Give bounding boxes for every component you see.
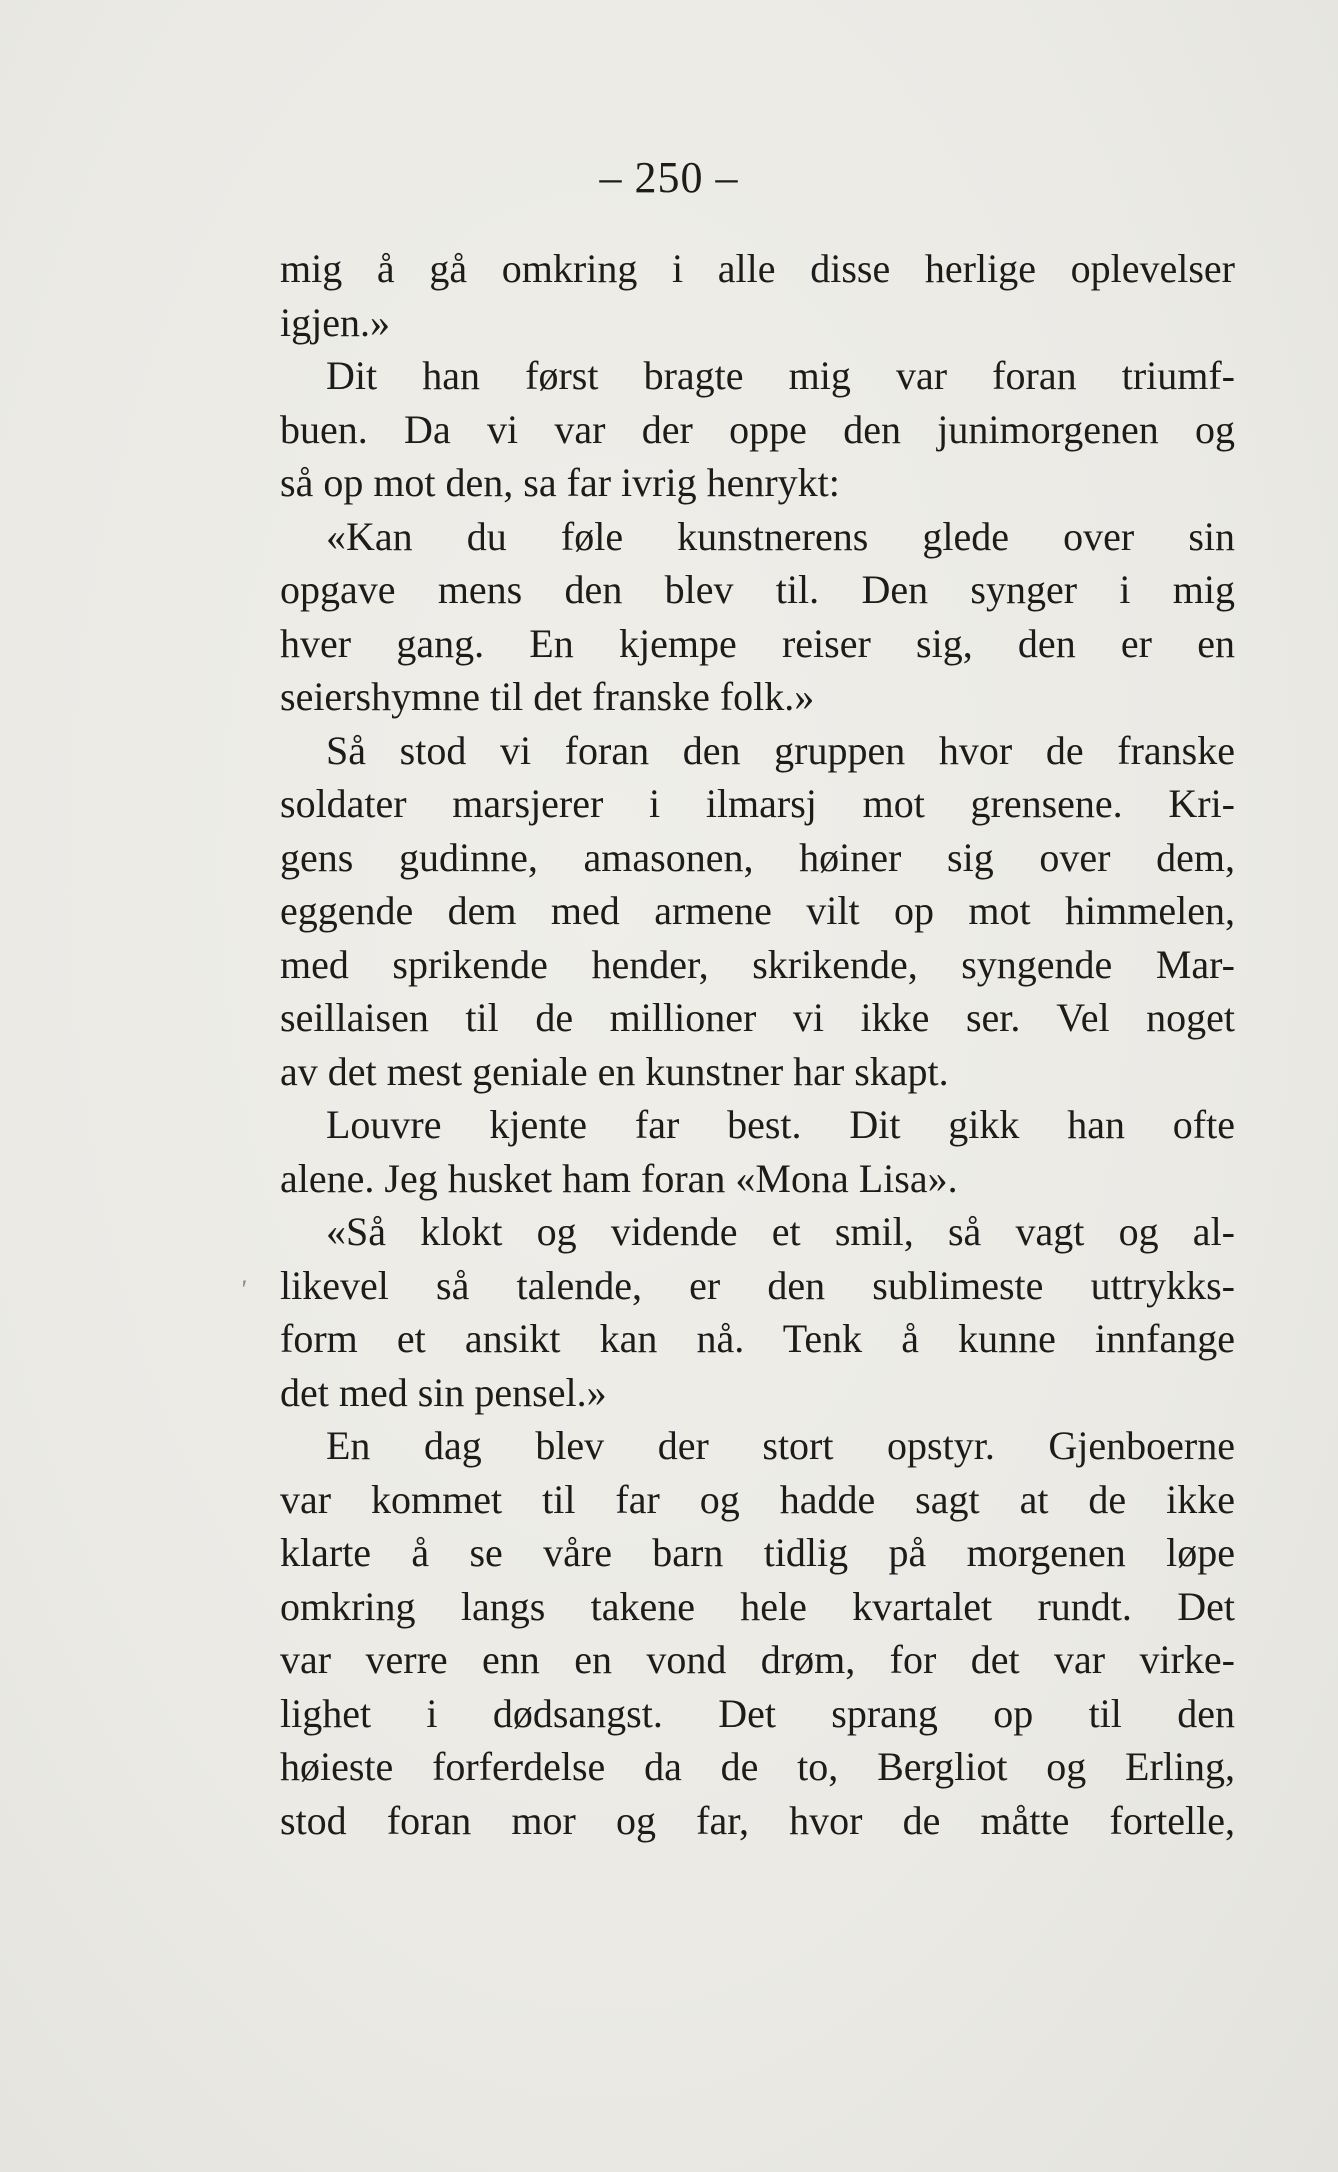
text-line: var verre enn en vond drøm, for det var virke- [280, 1637, 1235, 1682]
text-line: av det mest geniale en kunstner har skapt. [280, 1048, 949, 1094]
text-line: Så stod vi foran den gruppen hvor de franske [326, 727, 1235, 773]
text-line: likevel så talende, er den sublimeste uttrykks- [280, 1262, 1235, 1308]
text-line: så op mot den, sa far ivrig henrykt: [280, 460, 840, 505]
text-line: form et ansikt kan nå. Tenk å kunne innfange [280, 1316, 1235, 1361]
text-line: mig å gå omkring i alle disse herlige oplevelser [280, 246, 1235, 291]
text-line: det med sin pensel.» [280, 1369, 607, 1415]
text-line: soldater marsjerer i ilmarsj mot grensene. Kri- [280, 781, 1235, 826]
text-line: eggende dem med armene vilt op mot himmelen, [280, 888, 1235, 933]
text-line: høieste forferdelse da de to, Bergliot og Erling, [280, 1744, 1235, 1789]
text-line: «Så klokt og vidende et smil, så vagt og al- [326, 1209, 1235, 1254]
text-line: omkring langs takene hele kvartalet rundt. Det [280, 1583, 1235, 1629]
margin-mark: ' [240, 1275, 246, 1304]
text-line: opgave mens den blev til. Den synger i mig [280, 567, 1235, 612]
text-line: alene. Jeg husket ham foran «Mona Lisa». [280, 1155, 958, 1201]
text-line: lighet i dødsangst. Det sprang op til den [280, 1690, 1235, 1736]
text-line: var kommet til far og hadde sagt at de ikke [280, 1476, 1235, 1522]
text-line: seillaisen til de millioner vi ikke ser. Vel noget [280, 995, 1235, 1040]
text-line: seiershymne til det franske folk.» [280, 674, 815, 719]
text-line: Louvre kjente far best. Dit gikk han ofte [326, 1102, 1235, 1147]
text-line: hver gang. En kjempe reiser sig, den er en [280, 620, 1235, 666]
text-line: «Kan du føle kunstnerens glede over sin [326, 513, 1235, 559]
text-line: igjen.» [280, 299, 390, 345]
text-line: stod foran mor og far, hvor de måtte fortelle, [280, 1797, 1235, 1843]
text-line: buen. Da vi var der oppe den junimorgenen og [280, 406, 1235, 452]
text-line: En dag blev der stort opstyr. Gjenboerne [326, 1423, 1235, 1468]
body-text [280, 242, 1235, 1847]
page-number: – 250 – [599, 153, 739, 202]
text-line: klarte å se våre barn tidlig på morgenen løpe [280, 1530, 1235, 1575]
text-line: gens gudinne, amasonen, høiner sig over dem, [280, 834, 1235, 880]
text-line: Dit han først bragte mig var foran triumf- [326, 353, 1235, 398]
text-line: med sprikende hender, skrikende, syngende Mar- [280, 941, 1235, 987]
